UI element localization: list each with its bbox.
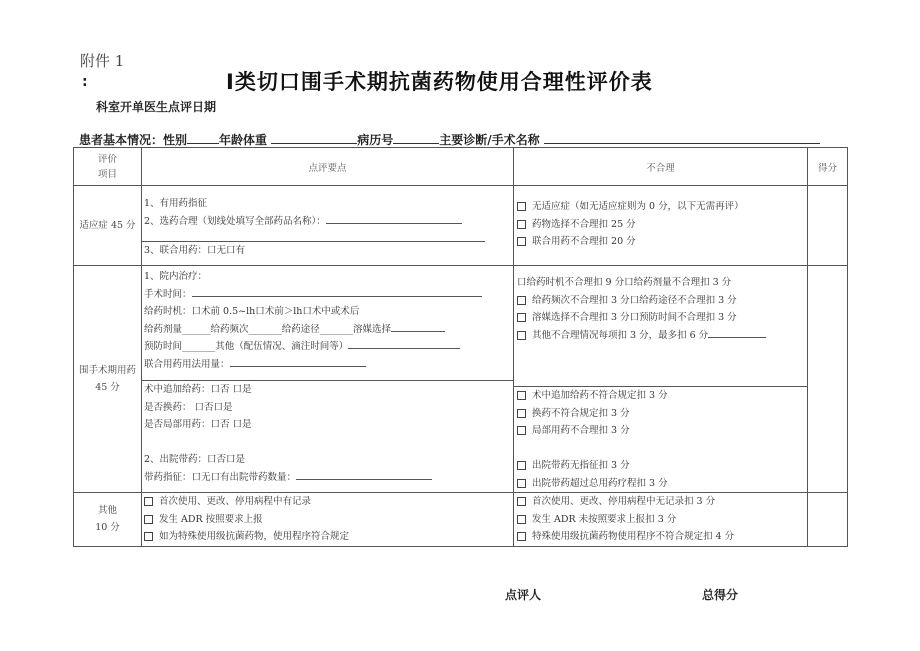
- periop-deduction-4[interactable]: 其他不合理情况每项扣 3 分，最多扣 6 分: [514, 327, 807, 345]
- record-no-label: 病历号: [357, 133, 394, 147]
- annex-label: 附件 1: [80, 52, 125, 70]
- periop-deductions: [514, 266, 808, 493]
- other-point-3[interactable]: 如为特殊使用级抗菌药物，使用程序符合规定: [142, 528, 513, 546]
- solvent-blank[interactable]: [391, 321, 445, 332]
- table-row-other: [74, 493, 848, 547]
- indication-deduction-2[interactable]: 药物选择不合理扣 25 分: [514, 216, 807, 234]
- periop-score[interactable]: [808, 266, 848, 493]
- other-deduction-1[interactable]: 首次使用、更改、停用病程中无记录扣 3 分: [514, 493, 807, 511]
- periop-label: 围手术期用药 45 分: [74, 266, 142, 493]
- patient-gender-label: 患者基本情况：性别: [79, 133, 188, 147]
- table-header-row: [74, 148, 848, 186]
- periop-line-12: 带药指征：口无口有出院带药数量：: [142, 469, 513, 487]
- checkbox[interactable]: [144, 515, 153, 524]
- checkbox[interactable]: [517, 331, 526, 340]
- checkbox[interactable]: [517, 313, 526, 322]
- indication-line-1: 1、有用药指征: [144, 198, 208, 209]
- checkbox[interactable]: [517, 220, 526, 229]
- colon-mark: :: [82, 74, 88, 90]
- patient-info-line: [79, 131, 820, 148]
- checkbox[interactable]: [517, 461, 526, 470]
- other-blank[interactable]: [348, 338, 460, 349]
- indication-deduction-3[interactable]: 联合用药不合理扣 20 分: [514, 233, 807, 251]
- periop-line-3: 给药时机：口术前 0.5~lh口术前＞lh口术中或术后: [144, 306, 360, 317]
- indication-deduction-1[interactable]: 无适应症（如无适应症则为 0 分，以下无需再评）: [514, 198, 807, 216]
- periop-line-11: 2、出院带药：口否口是: [144, 454, 246, 465]
- checkbox[interactable]: [517, 426, 526, 435]
- diagnosis-label: 主要诊断/手术名称: [439, 133, 540, 147]
- reviewer-label: 点评人: [505, 588, 542, 602]
- table-row-indication: [74, 186, 848, 266]
- periop-line-1: 1、院内治疗：: [144, 271, 208, 282]
- periop-deduction-9[interactable]: 出院带药无指征扣 3 分: [514, 457, 807, 475]
- other-deduction-3[interactable]: 特殊使用级抗菌药物使用程序不符合规定扣 4 分: [514, 528, 807, 546]
- checkbox[interactable]: [144, 497, 153, 506]
- other-deduction-blank[interactable]: [708, 327, 766, 338]
- checkbox[interactable]: [517, 296, 526, 305]
- drug-name-blank[interactable]: [326, 213, 462, 224]
- checkbox[interactable]: [517, 479, 526, 488]
- checkbox[interactable]: [517, 202, 526, 211]
- checkbox[interactable]: [144, 532, 153, 541]
- indication-line-2: 2、选药合理（划线处填写全部药品名称）：: [142, 213, 513, 231]
- header-points: 点评要点: [142, 148, 514, 186]
- diagnosis-blank[interactable]: [544, 133, 820, 144]
- indication-line-3: 3、联合用药：口无口有: [144, 245, 246, 256]
- periop-deduction-8: [514, 440, 807, 458]
- periop-deduction-5[interactable]: 术中追加给药不符合规定扣 3 分: [514, 387, 807, 405]
- discharge-qty-blank[interactable]: [296, 469, 432, 480]
- periop-deduction-10[interactable]: 出院带药超过总用药疗程扣 3 分: [514, 475, 807, 493]
- department-line: 科室开单医生点评日期: [96, 100, 217, 114]
- record-no-blank[interactable]: [393, 133, 439, 144]
- indication-score[interactable]: [808, 186, 848, 266]
- indication-deductions: [514, 186, 808, 266]
- periop-line-5: 预防时间_______其他（配伍情况、滴注时间等）: [142, 338, 513, 356]
- other-label: [74, 493, 142, 547]
- indication-label: 适应症 45 分: [74, 186, 142, 266]
- periop-line-6: 联合用药用法用量：: [142, 356, 513, 374]
- checkbox[interactable]: [517, 391, 526, 400]
- periop-line-4: 给药剂量______给药频次_______给药途径_______溶媒选择: [142, 321, 513, 339]
- other-label-name: 其他: [97, 505, 117, 517]
- checkbox[interactable]: [517, 532, 526, 541]
- gender-blank[interactable]: [187, 133, 219, 144]
- periop-line-7: 术中追加给药：口否 口是: [144, 384, 252, 395]
- periop-line-8: 是否换药： 口否口是: [144, 401, 233, 413]
- header-score: 得分: [808, 148, 848, 186]
- page-title: Ⅰ类切口围手术期抗菌药物使用合理性评价表: [226, 70, 653, 94]
- checkbox[interactable]: [517, 497, 526, 506]
- indication-points: [142, 186, 514, 266]
- other-point-2[interactable]: 发生 ADR 按照要求上报: [142, 511, 513, 529]
- total-score-label: 总得分: [702, 588, 739, 602]
- other-deduction-2[interactable]: 发生 ADR 未按照要求上报扣 3 分: [514, 511, 807, 529]
- periop-deduction-1[interactable]: 口给药时机不合理扣 9 分口给药剂量不合理扣 3 分: [517, 277, 732, 288]
- other-label-score: 10 分: [95, 522, 120, 534]
- checkbox[interactable]: [517, 409, 526, 418]
- checkbox[interactable]: [517, 237, 526, 246]
- age-weight-label: 年龄体重: [219, 133, 268, 147]
- header-unreasonable: 不合理: [514, 148, 808, 186]
- header-item: 评价 项目: [74, 148, 142, 186]
- other-points: [142, 493, 514, 547]
- evaluation-table: [73, 147, 848, 547]
- surgery-time-blank[interactable]: [192, 286, 482, 297]
- combination-blank[interactable]: [230, 356, 366, 367]
- periop-deduction-3[interactable]: 溶媒选择不合理扣 3 分口预防时间不合理扣 3 分: [514, 309, 807, 327]
- periop-line-10: [142, 434, 513, 452]
- checkbox[interactable]: [517, 515, 526, 524]
- other-point-1[interactable]: 首次使用、更改、停用病程中有记录: [142, 493, 513, 511]
- periop-points: [142, 266, 514, 493]
- periop-line-9: 是否局部用药：口否 口是: [144, 419, 252, 430]
- periop-line-2: 手术时间：: [142, 286, 513, 304]
- age-weight-blank[interactable]: [271, 133, 357, 144]
- other-score[interactable]: [808, 493, 848, 547]
- periop-deduction-7[interactable]: 局部用药不合理扣 3 分: [514, 422, 807, 440]
- other-deductions: [514, 493, 808, 547]
- periop-deduction-6[interactable]: 换药不符合规定扣 3 分: [514, 405, 807, 423]
- table-row-periop: [74, 266, 848, 493]
- periop-deduction-2[interactable]: 给药频次不合理扣 3 分口给药途径不合理扣 3 分: [514, 292, 807, 310]
